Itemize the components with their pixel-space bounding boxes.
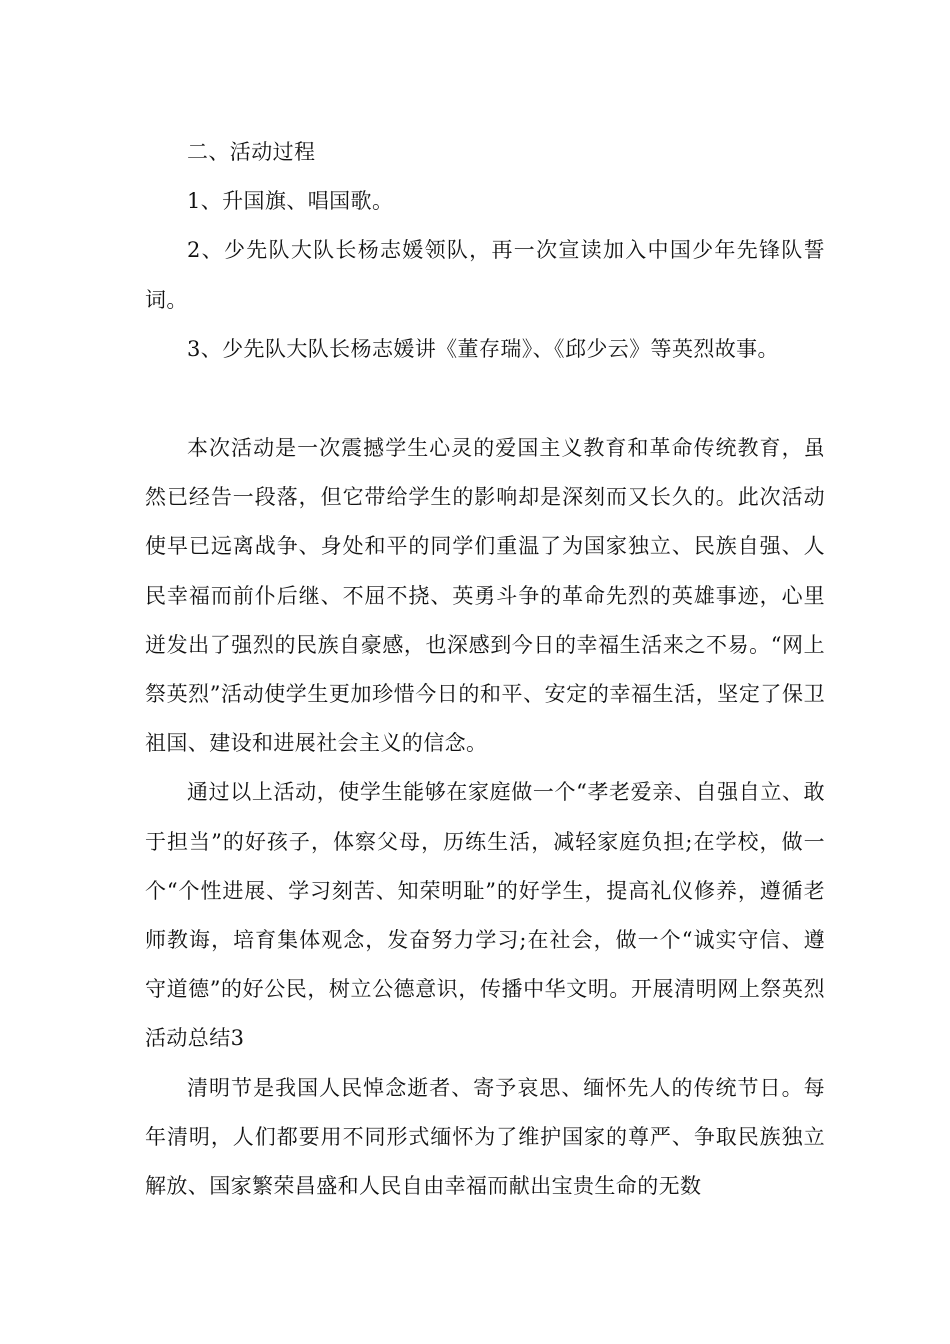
paragraph: 通过以上活动，使学生能够在家庭做一个“孝老爱亲、自强自立、敢于担当”的好孩子，体察父母，历练生活，减轻家庭负担;在学校，做一个“个性进展、学习刻苦、知荣明耻”的好学生，提高礼仪修养，遵循老师教诲，培育集体观念，发奋努力学习;在社会，做一个“诚实守信、遵守道德”的好公民，树立公德意识，传播中华文明。开展清明网上祭英烈活动总结3 — [145, 780, 825, 1051]
paragraph: 1、升国旗、唱国歌。 — [187, 189, 394, 214]
section-heading: 二、活动过程 — [187, 140, 316, 164]
activity-process-section — [145, 128, 825, 374]
summary-section — [145, 424, 825, 1211]
paragraph: 本次活动是一次震撼学生心灵的爱国主义教育和革命传统教育，虽然已经告一段落，但它带给学生的影响却是深刻而又长久的。此次活动使早已远离战争、身处和平的同学们重温了为国家独立、民族自强、人民幸福而前仆后继、不屈不挠、英勇斗争的革命先烈的英雄事迹，心里迸发出了强烈的民族自豪感，也深感到今日的幸福生活来之不易。“网上祭英烈”活动使学生更加珍惜今日的和平、安定的幸福生活，坚定了保卫祖国、建设和进展社会主义的信念。 — [145, 436, 825, 756]
paragraph: 3、少先队大队长杨志媛讲《董存瑞》、《邱少云》等英烈故事。 — [187, 336, 779, 361]
paragraph: 清明节是我国人民悼念逝者、寄予哀思、缅怀先人的传统节日。每年清明，人们都要用不同形式缅怀为了维护国家的尊严、争取民族独立解放、国家繁荣昌盛和人民自由幸福而献出宝贵生命的无数 — [145, 1075, 825, 1199]
paragraph: 2、少先队大队长杨志媛领队，再一次宣读加入中国少年先锋队誓词。 — [145, 238, 825, 312]
